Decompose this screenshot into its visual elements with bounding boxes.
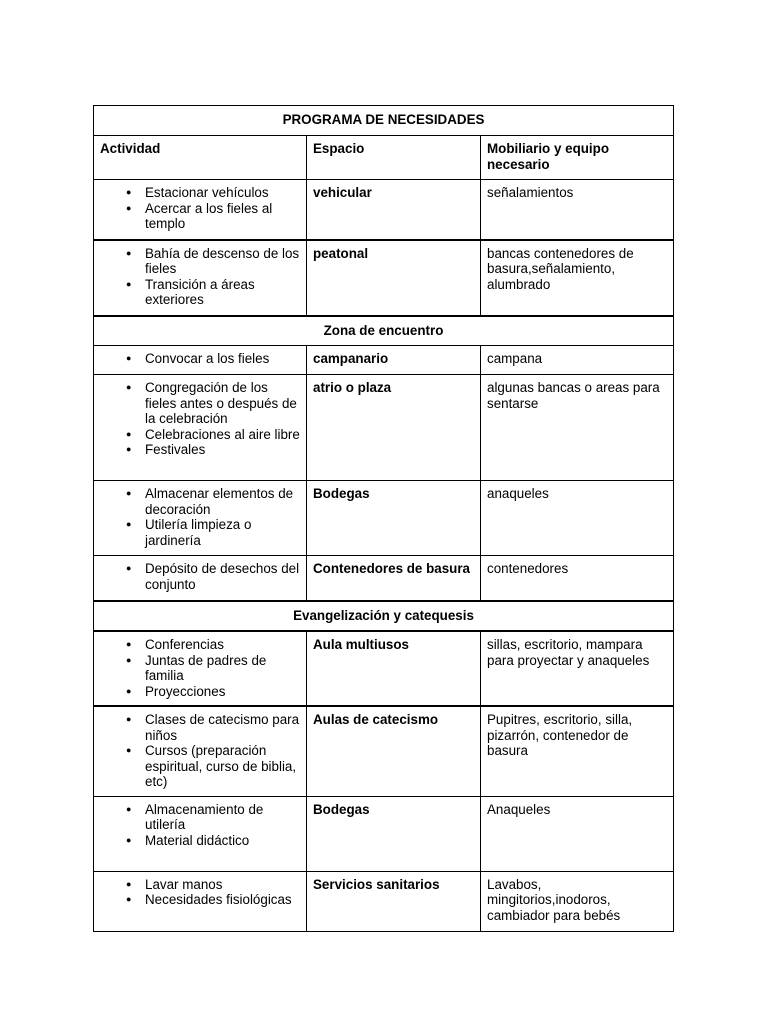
activity-cell xyxy=(94,180,307,240)
activity-cell xyxy=(94,481,307,556)
header-space: Espacio xyxy=(307,136,481,180)
activity-list xyxy=(100,351,300,367)
table-row xyxy=(94,346,674,375)
activity-item: ● Bahía de descenso de los fieles xyxy=(100,246,300,277)
activity-item: ● Necesidades fisiológicas xyxy=(100,892,300,908)
space-cell: campanario xyxy=(307,346,481,375)
activity-item: ● Almacenamiento de utilería xyxy=(100,802,300,833)
header-row xyxy=(94,136,674,180)
activity-item: ● Lavar manos xyxy=(100,877,300,893)
activity-cell xyxy=(94,796,307,871)
table-row xyxy=(94,871,674,931)
header-activity: Actividad xyxy=(94,136,307,180)
activity-list xyxy=(100,185,300,232)
space-cell: atrio o plaza xyxy=(307,375,481,481)
furniture-cell: anaqueles xyxy=(481,481,674,556)
furniture-cell: campana xyxy=(481,346,674,375)
activity-cell xyxy=(94,706,307,796)
activity-item: ● Congregación de los fieles antes o después de la celebración xyxy=(100,380,300,427)
activity-item: ● Convocar a los fieles xyxy=(100,351,300,367)
activity-list xyxy=(100,877,300,908)
section-heading: Evangelización y catequesis xyxy=(94,601,674,632)
table-row xyxy=(94,796,674,871)
table-row xyxy=(94,481,674,556)
space-cell: Bodegas xyxy=(307,796,481,871)
space-cell: vehicular xyxy=(307,180,481,240)
activity-cell xyxy=(94,871,307,931)
furniture-cell: Pupitres, escritorio, silla, pizarrón, contenedor de basura xyxy=(481,706,674,796)
activity-item: ● Juntas de padres de familia xyxy=(100,653,300,684)
activity-list xyxy=(100,486,300,548)
activity-item: ● Festivales xyxy=(100,442,300,458)
needs-program-table xyxy=(93,105,674,932)
section-heading: Zona de encuentro xyxy=(94,316,674,346)
activity-item: ● Almacenar elementos de decoración xyxy=(100,486,300,517)
section-row xyxy=(94,316,674,346)
space-cell: Contenedores de basura xyxy=(307,556,481,601)
activity-list xyxy=(100,712,300,790)
table-row xyxy=(94,240,674,316)
table-row xyxy=(94,375,674,481)
activity-cell xyxy=(94,375,307,481)
activity-item: ● Clases de catecismo para niños xyxy=(100,712,300,743)
furniture-cell: Lavabos, mingitorios,inodoros, cambiador para bebés xyxy=(481,871,674,931)
activity-item: ● Material didáctico xyxy=(100,833,300,849)
activity-item: ● Acercar a los fieles al templo xyxy=(100,201,300,232)
activity-item: ● Cursos (preparación espiritual, curso de biblia, etc) xyxy=(100,743,300,790)
activity-item: ● Utilería limpieza o jardinería xyxy=(100,517,300,548)
activity-item: ● Celebraciones al aire libre xyxy=(100,427,300,443)
activity-item: ● Conferencias xyxy=(100,637,300,653)
furniture-cell: algunas bancas o areas para sentarse xyxy=(481,375,674,481)
furniture-cell: bancas contenedores de basura,señalamiento, alumbrado xyxy=(481,240,674,316)
activity-cell xyxy=(94,346,307,375)
activity-list xyxy=(100,246,300,308)
space-cell: Bodegas xyxy=(307,481,481,556)
activity-item: ● Transición a áreas exteriores xyxy=(100,277,300,308)
activity-cell xyxy=(94,556,307,601)
activity-list xyxy=(100,561,300,592)
table-row xyxy=(94,631,674,706)
activity-item: ● Depósito de desechos del conjunto xyxy=(100,561,300,592)
space-cell: Servicios sanitarios xyxy=(307,871,481,931)
space-cell: Aula multiusos xyxy=(307,631,481,706)
table-row xyxy=(94,180,674,240)
furniture-cell: contenedores xyxy=(481,556,674,601)
section-row xyxy=(94,601,674,632)
activity-cell xyxy=(94,631,307,706)
furniture-cell: sillas, escritorio, mampara para proyectar y anaqueles xyxy=(481,631,674,706)
activity-list xyxy=(100,380,300,458)
table-row xyxy=(94,706,674,796)
activity-list xyxy=(100,802,300,849)
header-furniture: Mobiliario y equipo necesario xyxy=(481,136,674,180)
space-cell: peatonal xyxy=(307,240,481,316)
table-row xyxy=(94,556,674,601)
activity-item: ● Proyecciones xyxy=(100,684,300,700)
activity-list xyxy=(100,637,300,699)
furniture-cell: señalamientos xyxy=(481,180,674,240)
activity-cell xyxy=(94,240,307,316)
space-cell: Aulas de catecismo xyxy=(307,706,481,796)
activity-item: ● Estacionar vehículos xyxy=(100,185,300,201)
title-row xyxy=(94,106,674,136)
table-title: PROGRAMA DE NECESIDADES xyxy=(94,106,674,136)
table-body xyxy=(94,106,674,932)
furniture-cell: Anaqueles xyxy=(481,796,674,871)
